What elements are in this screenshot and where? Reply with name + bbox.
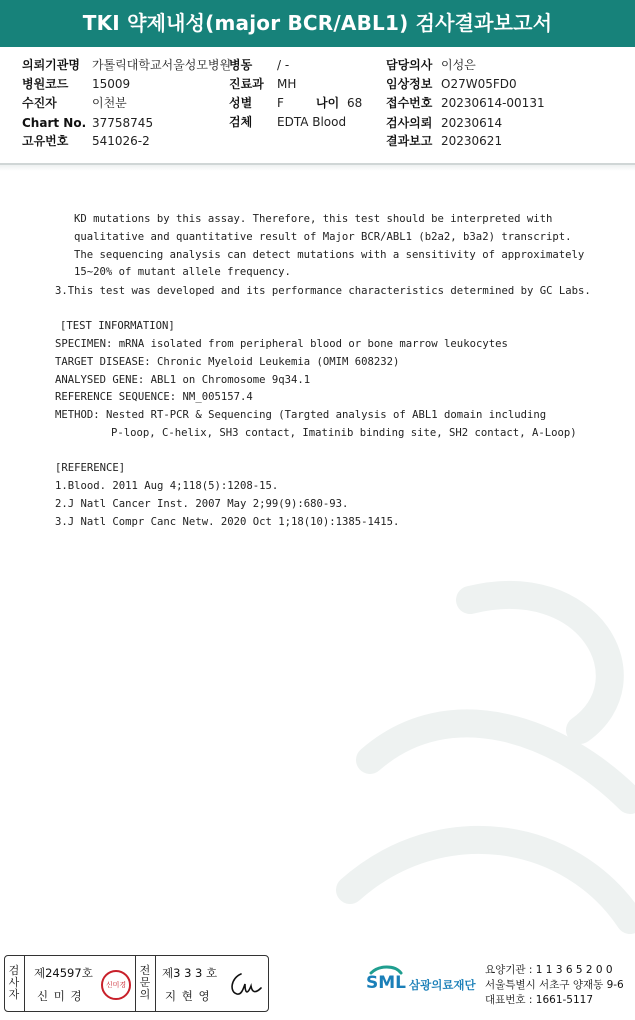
body-line: 3.This test was developed and its performance characteristics determined by GC Labs. [55,285,591,297]
ward-value: / - [277,58,290,72]
sex-value: F [277,96,284,110]
org-name: 삼광의료재단 [409,978,476,992]
body-line: qualitative and quantitative result of Major BCR/ABL1 (b2a2, b3a2) transcript. [74,231,572,243]
reference-item: 1.Blood. 2011 Aug 4;118(5):1208-15. [55,480,279,492]
body-line: The sequencing analysis can detect mutations with a sensitivity of approximately [74,249,585,261]
institution-label: 의뢰기관명 [22,58,80,72]
doctor-value: 이성은 [441,58,476,72]
body-line: REFERENCE SEQUENCE: NM_005157.4 [55,391,253,403]
chart-label: Chart No. [22,116,87,130]
department-label: 진료과 [229,77,264,91]
section-heading: [TEST INFORMATION] [60,320,175,332]
institution-value: 가톨릭대학교서울성모병원 [92,58,232,72]
section-heading: [REFERENCE] [55,462,126,474]
hospital-code-value: 15009 [92,77,131,91]
reference-item: 2.J Natl Cancer Inst. 2007 May 2;99(9):680-93. [55,498,349,510]
tester-seal: 신미경 [101,970,131,1000]
watermark-logo [330,560,635,950]
body-line: TARGET DISEASE: Chronic Myeloid Leukemia (OMIM 608232) [55,356,400,368]
age-label: 나이 [316,96,340,110]
org-logo [365,963,480,1007]
age-value: 68 [347,96,363,110]
tester-name: 신 미 경 [37,989,83,1003]
specialist-label: 전 문 의 [139,964,151,1001]
id-value: 541026-2 [92,134,150,148]
header-shadow [0,165,635,171]
body-line: 15~20% of mutant allele frequency. [74,266,291,278]
tester-label: 검 사 자 [8,964,20,1001]
specimen-label: 검체 [229,115,253,129]
receipt-label: 접수번호 [386,96,433,110]
specialist-name: 지 현 영 [165,989,211,1003]
chart-value: 37758745 [92,116,154,130]
patient-label: 수진자 [22,96,57,110]
specialist-license: 제3 3 3 호 [162,966,218,980]
tester-license: 제24597호 [34,966,93,980]
report-date-value: 20230621 [441,134,503,148]
receipt-value: 20230614-00131 [441,96,545,110]
request-value: 20230614 [441,116,503,130]
specimen-value: EDTA Blood [277,115,347,129]
body-line: ANALYSED GENE: ABL1 on Chromosome 9q34.1 [55,374,311,386]
reference-item: 3.J Natl Compr Canc Netw. 2020 Oct 1;18(10):1385-1415. [55,516,400,528]
clinical-info-value: O27W05FD0 [441,77,517,91]
patient-value: 이천분 [92,96,127,110]
org-address: 서울특별시 서초구 양재동 9-6 [485,979,624,991]
hospital-code-label: 병원코드 [22,77,69,91]
report-title: TKI 약제내성(major BCR/ABL1) 검사결과보고서 [0,0,635,47]
id-label: 고유번호 [22,134,69,148]
ward-label: 병동 [229,58,253,72]
body-line: KD mutations by this assay. Therefore, this test should be interpreted with [74,213,553,225]
org-logo-text: SML [366,973,406,993]
doctor-label: 담당의사 [386,58,433,72]
signature-scribble [227,968,263,1000]
body-line: P-loop, C-helix, SH3 contact, Imatinib binding site, SH2 contact, A-Loop) [111,427,577,439]
department-value: MH [277,77,297,91]
body-line: SPECIMEN: mRNA isolated from peripheral blood or bone marrow leukocytes [55,338,508,350]
org-phone: 대표번호 : 1661-5117 [485,994,594,1006]
report-date-label: 결과보고 [386,134,433,148]
org-code: 요양기관 : 1 1 3 6 5 2 0 0 [485,964,613,976]
clinical-info-label: 임상정보 [386,77,433,91]
report-header [0,47,635,167]
body-line: METHOD: Nested RT-PCR & Sequencing (Targted analysis of ABL1 domain including [55,409,547,421]
org-info [485,963,624,1008]
request-label: 검사의뢰 [386,116,433,130]
signature-box [4,955,269,1012]
sex-label: 성별 [229,96,253,110]
